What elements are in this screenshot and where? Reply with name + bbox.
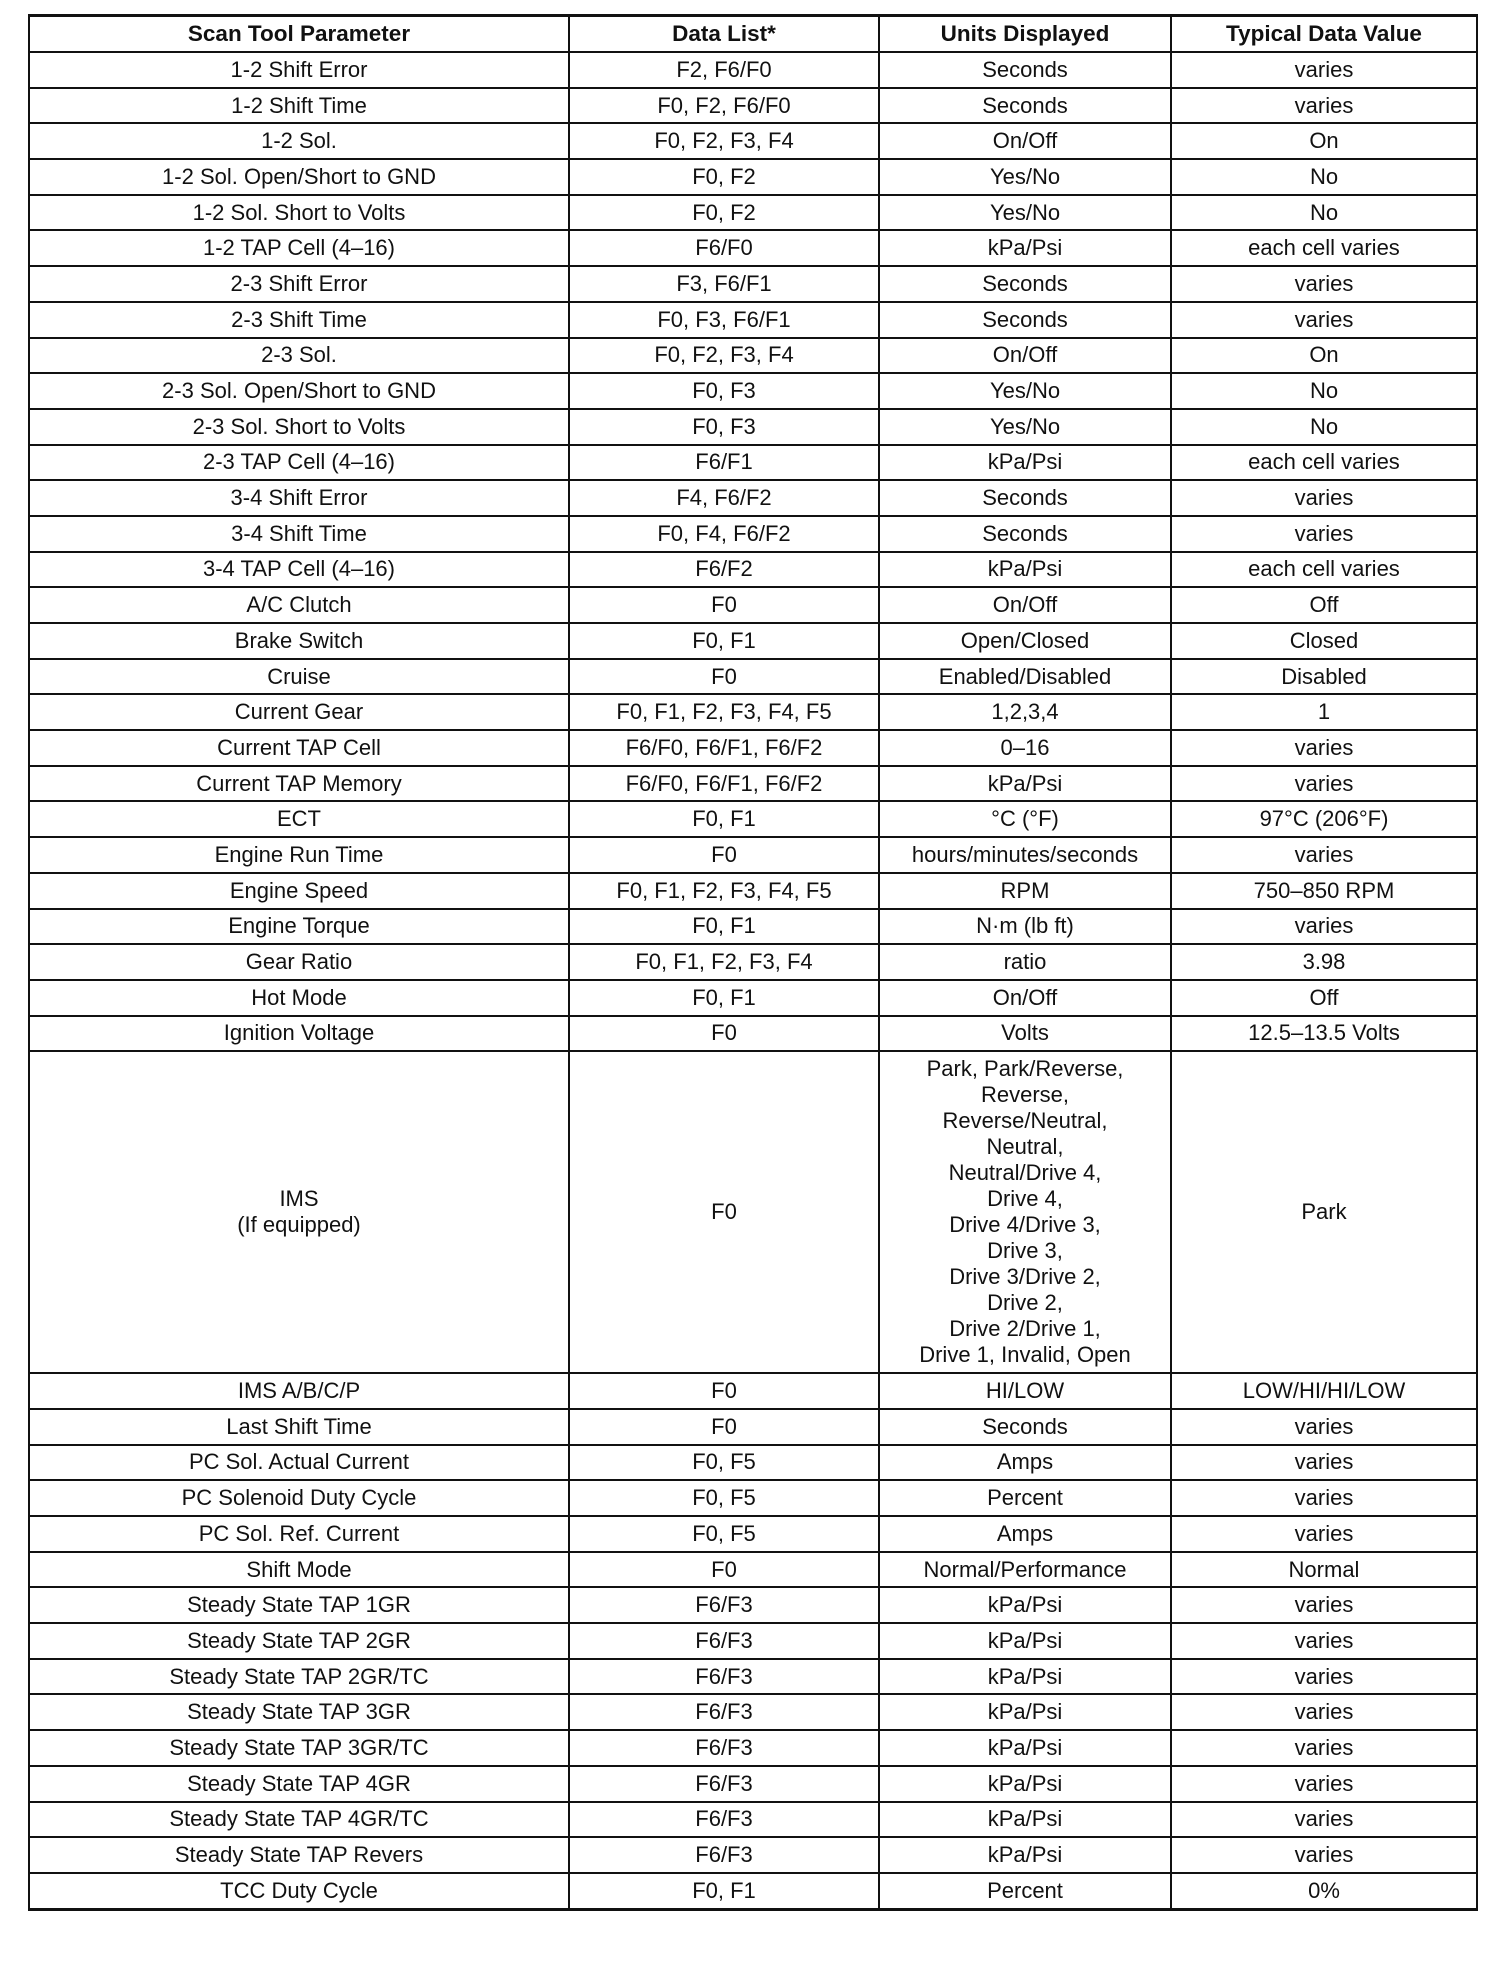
table-row (29, 230, 1477, 266)
table-row (29, 1766, 1477, 1802)
units-cell: kPa/Psi (879, 1730, 1171, 1766)
units-cell: Seconds (879, 266, 1171, 302)
table-row (29, 980, 1477, 1016)
units-cell: kPa/Psi (879, 1587, 1171, 1623)
parameter-cell: TCC Duty Cycle (29, 1873, 569, 1909)
parameter-cell: 1-2 TAP Cell (4–16) (29, 230, 569, 266)
parameter-cell: 1-2 Shift Error (29, 52, 569, 88)
typical-value-cell: each cell varies (1171, 445, 1477, 481)
units-cell: HI/LOW (879, 1373, 1171, 1409)
parameter-cell: Steady State TAP Revers (29, 1837, 569, 1873)
units-cell: Yes/No (879, 373, 1171, 409)
table-row (29, 266, 1477, 302)
parameter-cell: Engine Torque (29, 909, 569, 945)
parameter-cell: Steady State TAP 3GR (29, 1694, 569, 1730)
table-row (29, 123, 1477, 159)
data-list-cell: F6/F3 (569, 1766, 879, 1802)
data-list-cell: F4, F6/F2 (569, 480, 879, 516)
units-cell: kPa/Psi (879, 1837, 1171, 1873)
header-typical-data-value: Typical Data Value (1171, 16, 1477, 53)
typical-value-cell: varies (1171, 1409, 1477, 1445)
units-cell: Normal/Performance (879, 1552, 1171, 1588)
typical-value-cell: varies (1171, 1694, 1477, 1730)
typical-value-cell: On (1171, 338, 1477, 374)
table-row (29, 516, 1477, 552)
table-row (29, 1873, 1477, 1909)
typical-value-cell: Normal (1171, 1552, 1477, 1588)
data-list-cell: F0, F2 (569, 159, 879, 195)
typical-value-cell: varies (1171, 1802, 1477, 1838)
data-list-cell: F6/F3 (569, 1730, 879, 1766)
units-cell: kPa/Psi (879, 445, 1171, 481)
units-cell: kPa/Psi (879, 230, 1171, 266)
table-row (29, 480, 1477, 516)
table-row (29, 52, 1477, 88)
typical-value-cell: varies (1171, 837, 1477, 873)
parameter-cell: Steady State TAP 3GR/TC (29, 1730, 569, 1766)
parameter-cell: Engine Speed (29, 873, 569, 909)
parameter-cell: Steady State TAP 4GR/TC (29, 1802, 569, 1838)
parameter-cell: PC Sol. Actual Current (29, 1445, 569, 1481)
data-list-cell: F3, F6/F1 (569, 266, 879, 302)
typical-value-cell: each cell varies (1171, 552, 1477, 588)
table-row (29, 1516, 1477, 1552)
parameter-cell: 2-3 Shift Time (29, 302, 569, 338)
typical-value-cell: No (1171, 409, 1477, 445)
parameter-cell: Brake Switch (29, 623, 569, 659)
typical-value-cell: LOW/HI/HI/LOW (1171, 1373, 1477, 1409)
typical-value-cell: varies (1171, 1480, 1477, 1516)
parameter-cell: Steady State TAP 4GR (29, 1766, 569, 1802)
units-cell: Percent (879, 1480, 1171, 1516)
units-cell: kPa/Psi (879, 1766, 1171, 1802)
typical-value-cell: No (1171, 373, 1477, 409)
units-cell: Percent (879, 1873, 1171, 1909)
parameter-cell: Gear Ratio (29, 944, 569, 980)
typical-value-cell: varies (1171, 1659, 1477, 1695)
data-list-cell: F2, F6/F0 (569, 52, 879, 88)
typical-value-cell: 1 (1171, 694, 1477, 730)
units-cell: kPa/Psi (879, 766, 1171, 802)
data-list-cell: F6/F3 (569, 1694, 879, 1730)
parameter-cell: Engine Run Time (29, 837, 569, 873)
data-list-cell: F0, F2 (569, 195, 879, 231)
units-cell: On/Off (879, 123, 1171, 159)
parameter-cell: 2-3 Sol. Short to Volts (29, 409, 569, 445)
table-row (29, 1445, 1477, 1481)
parameter-cell: Current Gear (29, 694, 569, 730)
table-header-row (29, 16, 1477, 53)
parameter-cell: 2-3 Sol. (29, 338, 569, 374)
units-cell: On/Off (879, 587, 1171, 623)
units-cell: Yes/No (879, 409, 1171, 445)
table-row (29, 944, 1477, 980)
header-data-list: Data List* (569, 16, 879, 53)
table-row (29, 837, 1477, 873)
parameter-cell: Steady State TAP 2GR/TC (29, 1659, 569, 1695)
typical-value-cell: Disabled (1171, 659, 1477, 695)
data-list-cell: F0 (569, 1373, 879, 1409)
units-cell: ratio (879, 944, 1171, 980)
data-list-cell: F0, F3 (569, 373, 879, 409)
table-row (29, 338, 1477, 374)
table-row (29, 801, 1477, 837)
units-cell: 1,2,3,4 (879, 694, 1171, 730)
units-cell: kPa/Psi (879, 552, 1171, 588)
table-row (29, 1373, 1477, 1409)
data-list-cell: F0, F2, F3, F4 (569, 123, 879, 159)
table-row (29, 873, 1477, 909)
typical-value-cell: varies (1171, 52, 1477, 88)
typical-value-cell: varies (1171, 1587, 1477, 1623)
data-list-cell: F0 (569, 1552, 879, 1588)
units-cell: On/Off (879, 980, 1171, 1016)
table-row (29, 587, 1477, 623)
units-cell: Amps (879, 1445, 1171, 1481)
parameter-cell: PC Solenoid Duty Cycle (29, 1480, 569, 1516)
parameter-cell: 2-3 TAP Cell (4–16) (29, 445, 569, 481)
typical-value-cell: 750–850 RPM (1171, 873, 1477, 909)
units-cell: kPa/Psi (879, 1659, 1171, 1695)
typical-value-cell: 0% (1171, 1873, 1477, 1909)
parameter-cell: Shift Mode (29, 1552, 569, 1588)
table-row (29, 1694, 1477, 1730)
typical-value-cell: varies (1171, 1445, 1477, 1481)
table-row (29, 552, 1477, 588)
table-row (29, 659, 1477, 695)
units-cell: RPM (879, 873, 1171, 909)
parameter-cell: Steady State TAP 2GR (29, 1623, 569, 1659)
data-list-cell: F6/F0, F6/F1, F6/F2 (569, 730, 879, 766)
table-row (29, 373, 1477, 409)
units-cell: Yes/No (879, 159, 1171, 195)
parameter-cell: IMS A/B/C/P (29, 1373, 569, 1409)
header-units-displayed: Units Displayed (879, 16, 1171, 53)
data-list-cell: F0 (569, 1409, 879, 1445)
parameter-cell: 1-2 Shift Time (29, 88, 569, 124)
data-list-cell: F0, F3 (569, 409, 879, 445)
parameter-cell: Steady State TAP 1GR (29, 1587, 569, 1623)
units-cell: Seconds (879, 480, 1171, 516)
typical-value-cell: each cell varies (1171, 230, 1477, 266)
table-row (29, 623, 1477, 659)
typical-value-cell: 12.5–13.5 Volts (1171, 1016, 1477, 1052)
data-list-cell: F0, F4, F6/F2 (569, 516, 879, 552)
table-row (29, 409, 1477, 445)
typical-value-cell: varies (1171, 516, 1477, 552)
data-list-cell: F6/F3 (569, 1659, 879, 1695)
units-cell: On/Off (879, 338, 1171, 374)
typical-value-cell: varies (1171, 1766, 1477, 1802)
data-list-cell: F6/F2 (569, 552, 879, 588)
parameter-cell: A/C Clutch (29, 587, 569, 623)
parameter-cell: Ignition Voltage (29, 1016, 569, 1052)
units-cell: Seconds (879, 302, 1171, 338)
data-list-cell: F0 (569, 1016, 879, 1052)
units-cell: Amps (879, 1516, 1171, 1552)
table-row (29, 1552, 1477, 1588)
data-list-cell: F0, F2, F6/F0 (569, 88, 879, 124)
typical-value-cell: varies (1171, 1516, 1477, 1552)
typical-value-cell: varies (1171, 1623, 1477, 1659)
parameter-cell: 3-4 TAP Cell (4–16) (29, 552, 569, 588)
parameter-cell: 1-2 Sol. Short to Volts (29, 195, 569, 231)
data-list-cell: F6/F3 (569, 1623, 879, 1659)
parameter-cell: Hot Mode (29, 980, 569, 1016)
data-list-cell: F0, F1, F2, F3, F4 (569, 944, 879, 980)
data-list-cell: F6/F1 (569, 445, 879, 481)
data-list-cell: F0, F1 (569, 801, 879, 837)
units-cell: Yes/No (879, 195, 1171, 231)
parameter-cell: IMS (If equipped) (29, 1051, 569, 1373)
parameter-cell: 3-4 Shift Error (29, 480, 569, 516)
data-list-cell: F6/F3 (569, 1587, 879, 1623)
data-list-cell: F0, F1 (569, 623, 879, 659)
parameter-cell: 2-3 Sol. Open/Short to GND (29, 373, 569, 409)
data-list-cell: F0, F5 (569, 1480, 879, 1516)
typical-value-cell: varies (1171, 730, 1477, 766)
table-row (29, 445, 1477, 481)
parameter-cell: 2-3 Shift Error (29, 266, 569, 302)
table-row (29, 1730, 1477, 1766)
data-list-cell: F6/F3 (569, 1802, 879, 1838)
data-list-cell: F0 (569, 659, 879, 695)
data-list-cell: F0, F5 (569, 1445, 879, 1481)
parameter-cell: 1-2 Sol. (29, 123, 569, 159)
data-list-cell: F0 (569, 1051, 879, 1373)
scan-tool-data-table (28, 14, 1478, 1911)
typical-value-cell: varies (1171, 1730, 1477, 1766)
data-list-cell: F0, F5 (569, 1516, 879, 1552)
units-cell: Seconds (879, 1409, 1171, 1445)
parameter-cell: PC Sol. Ref. Current (29, 1516, 569, 1552)
data-list-cell: F0, F1 (569, 1873, 879, 1909)
typical-value-cell: varies (1171, 766, 1477, 802)
header-scan-tool-parameter: Scan Tool Parameter (29, 16, 569, 53)
units-cell: Park, Park/Reverse, Reverse, Reverse/Neutral, Neutral, Neutral/Drive 4, Drive 4, Drive 4/Drive 3, Drive 3, Drive 3/Drive 2, Drive 2, Drive 2/Drive 1, Drive 1, Invalid, Open (879, 1051, 1171, 1373)
units-cell: hours/minutes/seconds (879, 837, 1171, 873)
units-cell: Open/Closed (879, 623, 1171, 659)
parameter-cell: Cruise (29, 659, 569, 695)
table-row (29, 766, 1477, 802)
typical-value-cell: varies (1171, 1837, 1477, 1873)
units-cell: 0–16 (879, 730, 1171, 766)
units-cell: kPa/Psi (879, 1623, 1171, 1659)
data-list-cell: F0 (569, 587, 879, 623)
table-row (29, 1837, 1477, 1873)
typical-value-cell: Park (1171, 1051, 1477, 1373)
typical-value-cell: varies (1171, 266, 1477, 302)
table-row (29, 159, 1477, 195)
typical-value-cell: varies (1171, 909, 1477, 945)
table-row (29, 1623, 1477, 1659)
typical-value-cell: 97°C (206°F) (1171, 801, 1477, 837)
table-body (29, 52, 1477, 1909)
table-row (29, 1802, 1477, 1838)
table-row (29, 1659, 1477, 1695)
data-list-cell: F6/F3 (569, 1837, 879, 1873)
table-row (29, 730, 1477, 766)
typical-value-cell: varies (1171, 302, 1477, 338)
parameter-cell: Current TAP Cell (29, 730, 569, 766)
units-cell: Seconds (879, 516, 1171, 552)
typical-value-cell: On (1171, 123, 1477, 159)
table-row (29, 195, 1477, 231)
parameter-cell: Last Shift Time (29, 1409, 569, 1445)
typical-value-cell: Off (1171, 587, 1477, 623)
data-list-cell: F0, F2, F3, F4 (569, 338, 879, 374)
table-row (29, 1016, 1477, 1052)
parameter-cell: 3-4 Shift Time (29, 516, 569, 552)
data-list-cell: F0, F1, F2, F3, F4, F5 (569, 873, 879, 909)
table-row (29, 694, 1477, 730)
table-row (29, 302, 1477, 338)
typical-value-cell: varies (1171, 88, 1477, 124)
parameter-cell: Current TAP Memory (29, 766, 569, 802)
typical-value-cell: 3.98 (1171, 944, 1477, 980)
data-list-cell: F0, F3, F6/F1 (569, 302, 879, 338)
data-list-cell: F6/F0, F6/F1, F6/F2 (569, 766, 879, 802)
parameter-cell: 1-2 Sol. Open/Short to GND (29, 159, 569, 195)
typical-value-cell: Closed (1171, 623, 1477, 659)
units-cell: kPa/Psi (879, 1694, 1171, 1730)
parameter-cell: ECT (29, 801, 569, 837)
typical-value-cell: No (1171, 159, 1477, 195)
units-cell: Volts (879, 1016, 1171, 1052)
data-list-cell: F6/F0 (569, 230, 879, 266)
data-list-cell: F0, F1, F2, F3, F4, F5 (569, 694, 879, 730)
data-list-cell: F0, F1 (569, 980, 879, 1016)
table-row (29, 1051, 1477, 1373)
data-list-cell: F0 (569, 837, 879, 873)
table-row (29, 1409, 1477, 1445)
table-row (29, 88, 1477, 124)
table-row (29, 909, 1477, 945)
typical-value-cell: varies (1171, 480, 1477, 516)
table-row (29, 1587, 1477, 1623)
table-row (29, 1480, 1477, 1516)
units-cell: kPa/Psi (879, 1802, 1171, 1838)
data-list-cell: F0, F1 (569, 909, 879, 945)
units-cell: N·m (lb ft) (879, 909, 1171, 945)
units-cell: Seconds (879, 88, 1171, 124)
typical-value-cell: Off (1171, 980, 1477, 1016)
units-cell: °C (°F) (879, 801, 1171, 837)
units-cell: Enabled/Disabled (879, 659, 1171, 695)
units-cell: Seconds (879, 52, 1171, 88)
typical-value-cell: No (1171, 195, 1477, 231)
